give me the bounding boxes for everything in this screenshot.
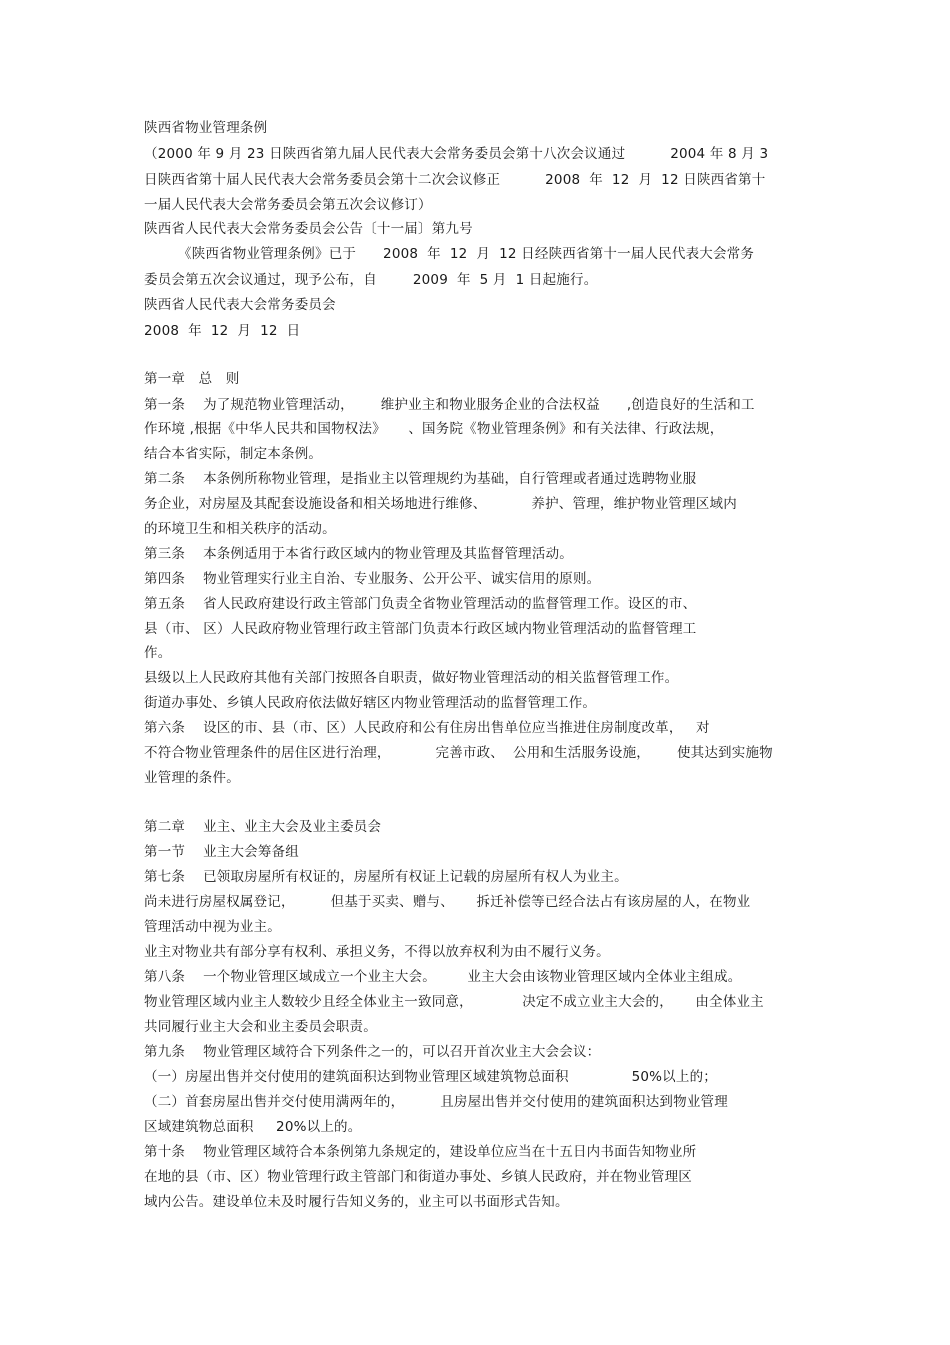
article-line: 物业管理区域内业主人数较少且经全体业主一致同意， 决定不成立业主大会的， 由全体业主 — [144, 994, 764, 1010]
article-line: 县（市、 区）人民政府物业管理行政主管部门负责本行政区域内物业管理活动的监督管理工 — [144, 621, 697, 637]
article-line: 业管理的条件。 — [144, 770, 240, 786]
article-line: 在地的县（市、区）物业管理行政主管部门和街道办事处、乡镇人民政府，并在物业管理区 — [144, 1169, 692, 1185]
article-line: 第四条 物业管理实行业主自治、专业服务、公开公平、诚实信用的原则。 — [144, 571, 601, 587]
article-line: 尚未进行房屋权属登记， 但基于买卖、赠与、 拆迁补偿等已经合法占有该房屋的人，在物业 — [144, 894, 751, 910]
issuer: 陕西省人民代表大会常务委员会 — [144, 297, 336, 313]
article-line: 第一条 为了规范物业管理活动， 维护业主和物业服务企业的合法权益 ,创造良好的生活和工 — [144, 397, 755, 413]
article-item: （二）首套房屋出售并交付使用满两年的， 且房屋出售并交付使用的建筑面积达到物业管理 — [144, 1094, 728, 1110]
announcement-title: 陕西省人民代表大会常务委员会公告〔十一届〕第九号 — [144, 221, 473, 237]
article-line: 不符合物业管理条件的居住区进行治理， 完善市政、 公用和生活服务设施， 使其达到实施物 — [144, 745, 773, 761]
article-line: 作环境 ,根据《中华人民共和国物权法》 、国务院《物业管理条例》和有关法律、行政法规， — [144, 421, 724, 437]
article-line: 的环境卫生和相关秩序的活动。 — [144, 521, 336, 537]
article-line: 务企业，对房屋及其配套设施设备和相关场地进行维修、 养护、管理，维护物业管理区域内 — [144, 496, 737, 512]
article-line: 第十条 物业管理区域符合本条例第九条规定的，建设单位应当在十五日内书面告知物业所 — [144, 1144, 697, 1160]
article-line: 第八条 一个物业管理区域成立一个业主大会。 业主大会由该物业管理区域内全体业主组成。 — [144, 969, 742, 985]
enactment-history-line: 一届人民代表大会常务委员会第五次会议修订） — [144, 197, 432, 213]
chapter-heading: 第二章 业主、业主大会及业主委员会 — [144, 819, 382, 835]
document-title: 陕西省物业管理条例 — [144, 120, 268, 136]
article-item: 区域建筑物总面积 20%以上的。 — [144, 1119, 362, 1135]
enactment-history-line: （2000 年 9 月 23 日陕西省第九届人民代表大会常务委员会第十八次会议通过 2004 年 8 月 3 — [144, 146, 769, 162]
chapter-heading: 第一章 总 则 — [144, 371, 240, 387]
article-line: 第六条 设区的市、县（市、区）人民政府和公有住房出售单位应当推进住房制度改革， 对 — [144, 720, 710, 736]
article-line: 第九条 物业管理区域符合下列条件之一的，可以召开首次业主大会会议： — [144, 1044, 601, 1060]
article-item: （一）房屋出售并交付使用的建筑面积达到物业管理区域建筑物总面积 50%以上的； — [144, 1069, 717, 1085]
article-line: 作。 — [144, 645, 172, 661]
article-line: 第五条 省人民政府建设行政主管部门负责全省物业管理活动的监督管理工作。设区的市、 — [144, 596, 697, 612]
article-line: 结合本省实际，制定本条例。 — [144, 446, 323, 462]
issue-date: 2008 年 12 月 12 日 — [144, 323, 301, 339]
announcement-text: 委员会第五次会议通过，现予公布，自 2009 年 5 月 1 日起施行。 — [144, 272, 598, 288]
article-line: 域内公告。建设单位未及时履行告知义务的，业主可以书面形式告知。 — [144, 1194, 569, 1210]
article-line: 业主对物业共有部分享有权利、承担义务，不得以放弃权利为由不履行义务。 — [144, 944, 610, 960]
article-line: 街道办事处、乡镇人民政府依法做好辖区内物业管理活动的监督管理工作。 — [144, 695, 597, 711]
article-line: 管理活动中视为业主。 — [144, 919, 281, 935]
article-line: 第二条 本条例所称物业管理，是指业主以管理规约为基础，自行管理或者通过选聘物业服 — [144, 471, 697, 487]
article-line: 县级以上人民政府其他有关部门按照各自职责，做好物业管理活动的相关监督管理工作。 — [144, 670, 679, 686]
enactment-history-line: 日陕西省第十届人民代表大会常务委员会第十二次会议修正 2008 年 12 月 12 日陕西省第十 — [144, 172, 766, 188]
article-line: 第七条 已领取房屋所有权证的，房屋所有权证上记载的房屋所有权人为业主。 — [144, 869, 628, 885]
section-heading: 第一节 业主大会筹备组 — [144, 844, 299, 860]
announcement-text: 《陕西省物业管理条例》已于 2008 年 12 月 12 日经陕西省第十一届人民代表大会常务 — [178, 246, 755, 262]
article-line: 第三条 本条例适用于本省行政区域内的物业管理及其监督管理活动。 — [144, 546, 573, 562]
article-line: 共同履行业主大会和业主委员会职责。 — [144, 1019, 377, 1035]
